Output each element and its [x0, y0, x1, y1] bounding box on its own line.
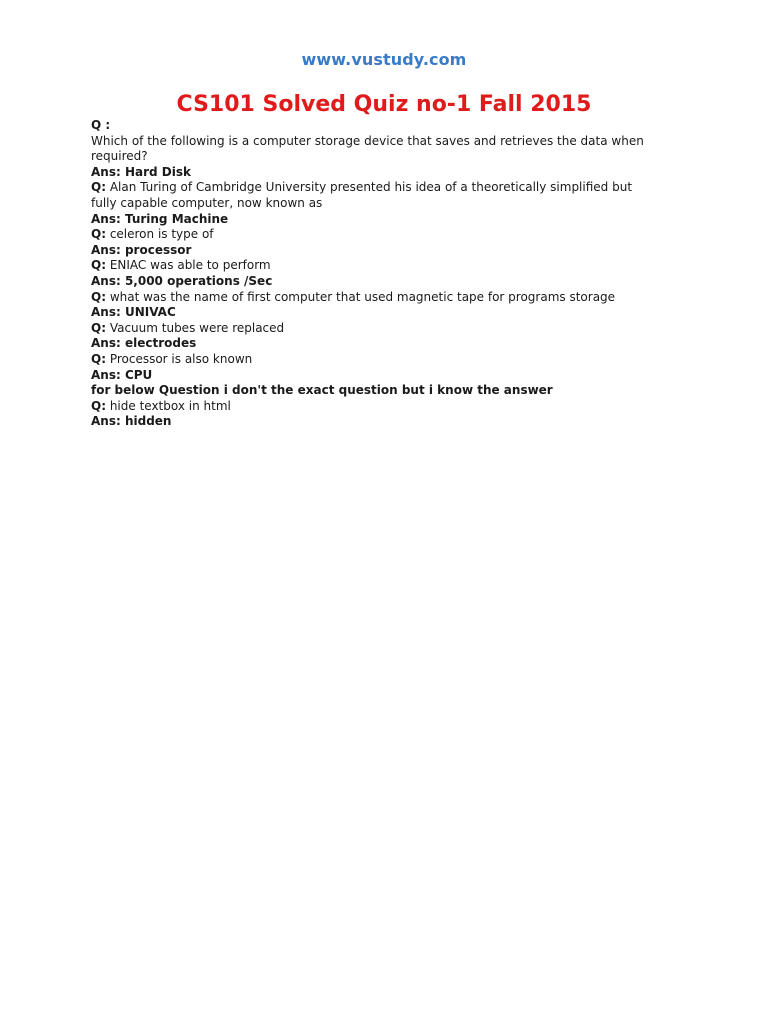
question-text: Which of the following is a computer storage device that saves and retrieves the data when — [91, 133, 644, 148]
site-link[interactable]: www.vustudy.com — [301, 50, 467, 69]
question-text: ENIAC was able to perform — [106, 258, 271, 273]
answer-text: Ans: hidden — [91, 414, 172, 429]
question-label: Q: — [91, 258, 106, 273]
question-line — [91, 321, 691, 337]
question-text: fully capable computer, now known as — [91, 195, 323, 210]
question-label: Q: — [91, 351, 106, 366]
answer-text: Ans: 5,000 operations /Sec — [91, 273, 273, 288]
question-line — [91, 258, 691, 274]
question-line — [91, 227, 691, 243]
question-line — [91, 352, 691, 368]
question-line — [91, 399, 691, 415]
question-label: Q: — [91, 180, 106, 195]
question-text: what was the name of first computer that used magnetic tape for programs storage — [106, 289, 616, 304]
note-text: for below Question i don't the exact question but i know the answer — [91, 383, 553, 398]
page-title: CS101 Solved Quiz no-1 Fall 2015 — [176, 92, 592, 117]
question-label: Q: — [91, 227, 106, 242]
answer-text: Ans: electrodes — [91, 336, 197, 351]
question-label: Q: — [91, 398, 106, 413]
question-text: hide textbox in html — [106, 398, 231, 413]
answer-text: Ans: Hard Disk — [91, 164, 191, 179]
question-text: celeron is type of — [106, 227, 214, 242]
answer-text: Ans: processor — [91, 242, 192, 257]
question-label: Q: — [91, 289, 106, 304]
question-text: Vacuum tubes were replaced — [106, 320, 285, 335]
answer-text: Ans: CPU — [91, 367, 153, 382]
question-label: Q : — [91, 118, 111, 132]
question-text: Processor is also known — [106, 351, 253, 366]
question-label: Q: — [91, 320, 106, 335]
question-text: required? — [91, 149, 148, 164]
answer-text: Ans: UNIVAC — [91, 305, 176, 320]
question-text: Alan Turing of Cambridge University presented his idea of a theoretically simplified but — [106, 180, 633, 195]
question-line — [91, 290, 691, 306]
quiz-content — [91, 118, 691, 430]
question-line — [91, 180, 691, 196]
answer-text: Ans: Turing Machine — [91, 211, 229, 226]
